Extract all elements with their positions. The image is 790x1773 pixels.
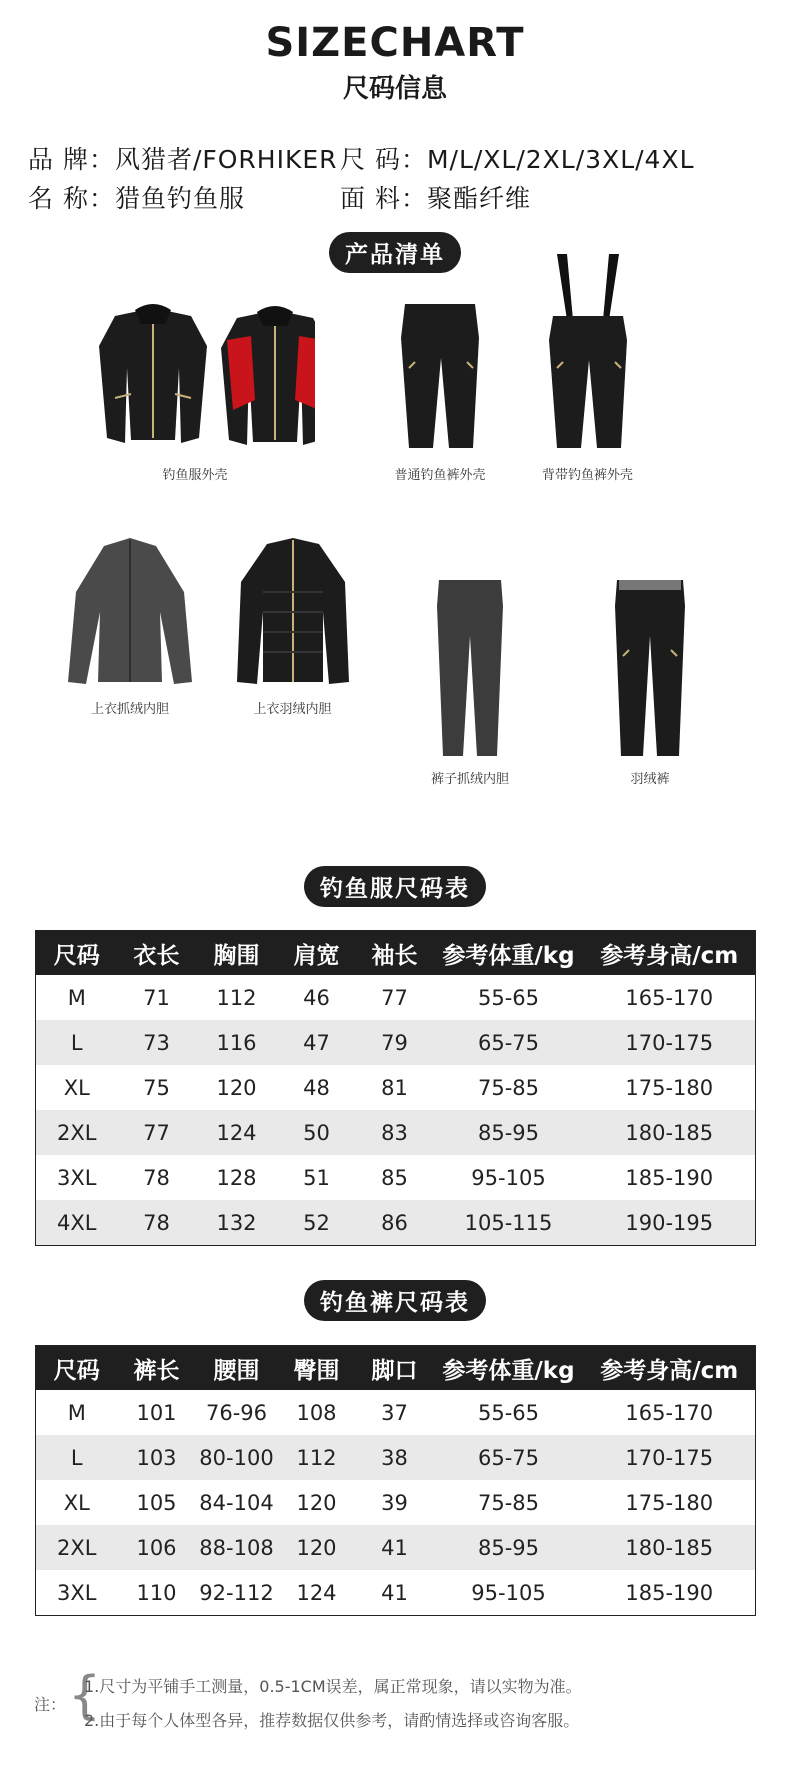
- table-cell: 48: [303, 1075, 330, 1100]
- table-cell: 88-108: [196, 1525, 278, 1570]
- jacket-size-table: [35, 930, 756, 1246]
- header-weight: 参考体重/kg: [434, 1346, 584, 1391]
- note-item: 1.尺寸为平铺手工测量，0.5-1CM误差，属正常现象，请以实物为准。: [84, 1677, 582, 1696]
- brand-label: 品 牌：: [28, 145, 115, 174]
- table-row: [36, 1390, 756, 1435]
- notes-label: 注：: [34, 1695, 67, 1714]
- table-cell: 170-175: [584, 1020, 756, 1065]
- table-cell: 116: [196, 1020, 278, 1065]
- product-caption: 裤子抓绒内胆: [430, 772, 509, 787]
- header-chest: 胸围: [196, 931, 278, 976]
- header-shoulder: 肩宽: [278, 931, 356, 976]
- table-cell: 190-195: [584, 1200, 756, 1246]
- page-subtitle: 尺码信息: [342, 74, 447, 104]
- bib-pants-image: [533, 250, 643, 458]
- table-cell: 83: [356, 1110, 434, 1155]
- table-cell: 51: [303, 1165, 330, 1190]
- header-hip: 臀围: [278, 1346, 356, 1391]
- product-fleece-pants: [400, 576, 540, 787]
- table-cell: 41: [381, 1580, 408, 1605]
- name-value: 猎鱼钓鱼服: [114, 184, 245, 213]
- table-cell: 92-112: [199, 1580, 274, 1605]
- fleece-jacket-image: [60, 532, 200, 692]
- table-cell: 95-105: [471, 1580, 546, 1605]
- table-cell: 85-95: [434, 1110, 584, 1155]
- product-down-jacket: [220, 532, 365, 717]
- note-item: 2.由于每个人体型各异，推荐数据仅供参考，请酌情选择或咨询客服。: [84, 1711, 580, 1730]
- products-section-title: 产品清单: [329, 232, 461, 273]
- header-leg-opening: 脚口: [356, 1346, 434, 1391]
- product-caption: 上衣抓绒内胆: [90, 702, 169, 717]
- table-cell: 38: [356, 1435, 434, 1480]
- table-cell: 79: [356, 1020, 434, 1065]
- table-cell: 75-85: [477, 1075, 540, 1100]
- table-cell: 85-95: [434, 1525, 584, 1570]
- jacket-table-title: 钓鱼服尺码表: [304, 866, 486, 907]
- table-cell: 81: [381, 1075, 408, 1100]
- table-cell: 41: [356, 1525, 434, 1570]
- table-cell: L: [36, 1435, 118, 1480]
- down-pants-image: [605, 576, 695, 762]
- table-cell: 2XL: [36, 1525, 118, 1570]
- table-cell: 39: [381, 1490, 408, 1515]
- product-caption: 羽绒裤: [630, 772, 670, 787]
- table-cell: 124: [196, 1110, 278, 1155]
- table-cell: 2XL: [36, 1110, 118, 1155]
- table-cell: 101: [136, 1400, 177, 1425]
- product-down-pants: [575, 576, 725, 787]
- table-cell: 46: [303, 985, 330, 1010]
- name-label: 名 称：: [28, 184, 115, 213]
- table-cell: 185-190: [625, 1165, 714, 1190]
- table-row: [36, 1200, 756, 1246]
- product-caption: 钓鱼服外壳: [162, 468, 228, 483]
- table-cell: 52: [278, 1200, 356, 1246]
- table-cell: 128: [216, 1165, 257, 1190]
- table-cell: 3XL: [57, 1580, 97, 1605]
- table-cell: 112: [278, 1435, 356, 1480]
- table-cell: 4XL: [36, 1200, 118, 1246]
- table-cell: 108: [296, 1400, 337, 1425]
- table-cell: 124: [296, 1580, 337, 1605]
- brand-value: 风猎者/FORHIKER: [114, 145, 338, 174]
- table-cell: M: [67, 985, 86, 1010]
- table-cell: 112: [216, 985, 257, 1010]
- jacket-shell-image: [75, 298, 315, 458]
- table-cell: 55-65: [477, 1400, 540, 1425]
- name-info: [28, 179, 245, 215]
- size-info: [340, 140, 695, 176]
- table-cell: 77: [118, 1110, 196, 1155]
- fabric-label: 面 料：: [340, 184, 427, 213]
- product-fleece-jacket: [55, 532, 205, 717]
- header-height: 参考身高/cm: [584, 931, 756, 976]
- table-header-row: [36, 931, 756, 976]
- table-cell: 120: [296, 1490, 337, 1515]
- table-cell: L: [36, 1020, 118, 1065]
- table-cell: 110: [136, 1580, 177, 1605]
- table-cell: 175-180: [625, 1075, 714, 1100]
- size-value: M/L/XL/2XL/3XL/4XL: [426, 145, 695, 174]
- table-cell: M: [67, 1400, 86, 1425]
- table-cell: XL: [63, 1075, 90, 1100]
- product-caption: 普通钓鱼裤外壳: [394, 468, 486, 483]
- table-row: [36, 1155, 756, 1200]
- table-cell: 105-115: [434, 1200, 584, 1246]
- header-length: 裤长: [118, 1346, 196, 1391]
- table-row: [36, 1570, 756, 1616]
- table-cell: 106: [118, 1525, 196, 1570]
- table-cell: 37: [381, 1400, 408, 1425]
- product-caption: 背带钓鱼裤外壳: [541, 468, 633, 483]
- table-cell: 50: [278, 1110, 356, 1155]
- product-regular-pants: [375, 298, 505, 483]
- table-row: [36, 1435, 756, 1480]
- header-size: 尺码: [36, 1346, 118, 1391]
- fleece-pants-image: [425, 576, 515, 762]
- table-cell: 75: [143, 1075, 170, 1100]
- table-row: [36, 975, 756, 1020]
- table-cell: 180-185: [584, 1110, 756, 1155]
- table-row: [36, 1110, 756, 1155]
- header-sleeve: 袖长: [356, 931, 434, 976]
- product-bib-pants: [520, 250, 655, 483]
- brand-info: [28, 140, 338, 176]
- product-fishing-jacket: [70, 298, 320, 483]
- table-cell: 3XL: [57, 1165, 97, 1190]
- table-cell: 105: [136, 1490, 177, 1515]
- table-header-row: [36, 1346, 756, 1391]
- table-cell: 75-85: [477, 1490, 540, 1515]
- table-cell: 78: [118, 1200, 196, 1246]
- pants-size-table: [35, 1345, 756, 1616]
- table-row: [36, 1525, 756, 1570]
- header-weight: 参考体重/kg: [434, 931, 584, 976]
- table-cell: 76-96: [205, 1400, 268, 1425]
- notes-brace: {: [68, 1666, 102, 1726]
- table-cell: 170-175: [584, 1435, 756, 1480]
- product-caption: 上衣羽绒内胆: [253, 702, 332, 717]
- size-label: 尺 码：: [340, 145, 427, 174]
- table-cell: 185-190: [625, 1580, 714, 1605]
- table-cell: 175-180: [625, 1490, 714, 1515]
- table-cell: 165-170: [625, 985, 714, 1010]
- table-cell: 78: [143, 1165, 170, 1190]
- pants-shell-image: [385, 298, 495, 458]
- header-height: 参考身高/cm: [584, 1346, 756, 1391]
- table-cell: 86: [356, 1200, 434, 1246]
- table-cell: XL: [63, 1490, 90, 1515]
- header-length: 衣长: [118, 931, 196, 976]
- table-cell: 84-104: [199, 1490, 274, 1515]
- table-cell: 55-65: [477, 985, 540, 1010]
- fabric-value: 聚酯纤维: [426, 184, 531, 213]
- table-cell: 65-75: [434, 1435, 584, 1480]
- table-cell: 73: [118, 1020, 196, 1065]
- table-row: [36, 1480, 756, 1525]
- fabric-info: [340, 179, 531, 215]
- table-cell: 103: [118, 1435, 196, 1480]
- table-cell: 120: [278, 1525, 356, 1570]
- table-cell: 65-75: [434, 1020, 584, 1065]
- table-row: [36, 1065, 756, 1110]
- table-cell: 71: [143, 985, 170, 1010]
- table-cell: 120: [216, 1075, 257, 1100]
- table-cell: 180-185: [584, 1525, 756, 1570]
- table-cell: 165-170: [625, 1400, 714, 1425]
- table-cell: 77: [381, 985, 408, 1010]
- down-jacket-image: [223, 532, 363, 692]
- table-row: [36, 1020, 756, 1065]
- header-size: 尺码: [36, 931, 118, 976]
- table-cell: 132: [196, 1200, 278, 1246]
- page-title: SIZECHART: [265, 20, 525, 66]
- table-cell: 95-105: [471, 1165, 546, 1190]
- table-cell: 47: [278, 1020, 356, 1065]
- header-waist: 腰围: [196, 1346, 278, 1391]
- table-cell: 85: [381, 1165, 408, 1190]
- pants-table-title: 钓鱼裤尺码表: [304, 1280, 486, 1321]
- table-cell: 80-100: [196, 1435, 278, 1480]
